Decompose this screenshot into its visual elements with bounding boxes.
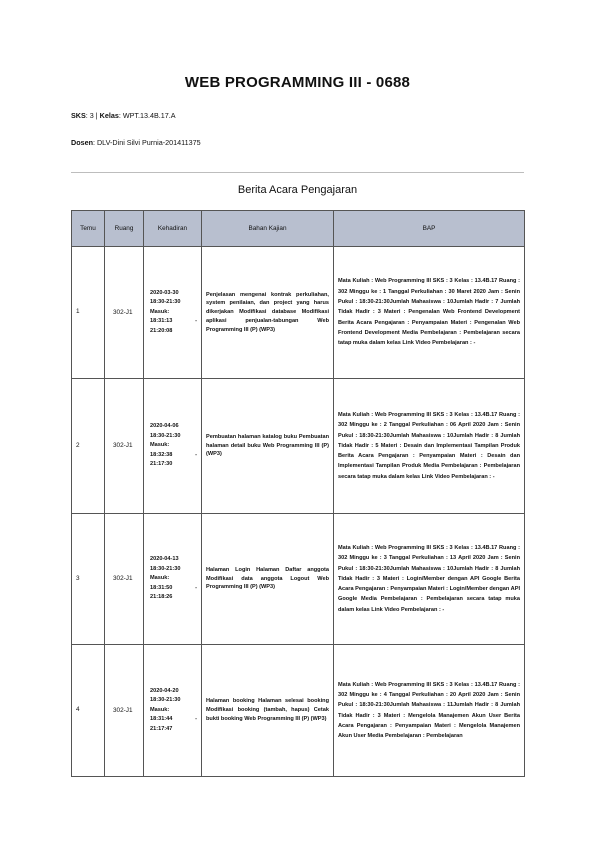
- table-row: [72, 247, 525, 379]
- table-row: [72, 379, 525, 514]
- kehadiran-masuk: Masuk:: [150, 308, 170, 315]
- cell-bap: Mata Kuliah : Web Programming III SKS : 3 Kelas : 13.4B.17 Ruang : 302 Minggu ke : 3 Tanggal Perkuliahan : 13 April 2020 Jam : Senin Pukul : 18:30-21:30Jumlah Mahasiswa : 10Jumlah Hadir : 8 Jumlah Tidak Hadir : 3 Materi : Login/Member dengan API Google Berita Acara Pengajaran : Penyampaian Materi : Login/Member dengan API Google Media Pembelajaran : Pembelajaran secara tatap muka dalam kelas Link Video Pembelajaran : -: [334, 514, 525, 645]
- cell-kehadiran: [144, 247, 202, 379]
- kehadiran-time: 18:30-21:30: [150, 697, 181, 704]
- kehadiran-date: 2020-04-20: [150, 687, 179, 694]
- cell-temu: 3: [72, 514, 105, 645]
- kehadiran-time: 18:30-21:30: [150, 432, 181, 439]
- kehadiran-date: 2020-03-30: [150, 289, 179, 296]
- kehadiran-masuk: Masuk:: [150, 706, 170, 713]
- cell-temu: 4: [72, 645, 105, 777]
- sks-value: : 3 |: [85, 111, 100, 120]
- teaching-report-table: [71, 210, 525, 777]
- kehadiran-in: 18:32:38: [150, 451, 173, 458]
- kehadiran-in: 18:31:44: [150, 716, 173, 723]
- kehadiran-date: 2020-04-13: [150, 556, 179, 563]
- cell-ruang: 302-J1: [105, 379, 144, 514]
- cell-bap: Mata Kuliah : Web Programming III SKS : 3 Kelas : 13.4B.17 Ruang : 302 Minggu ke : 2 Tanggal Perkuliahan : 06 April 2020 Jam : Senin Pukul : 18:30-21:30Jumlah Mahasiswa : 10Jumlah Hadir : 8 Jumlah Tidak Hadir : 5 Materi : Desain dan Implementasi Tampilan Produk Berita Acara Pengajaran : Penyampaian Materi : Desain dan Implementasi Tampilan Produk Media Pembelajaran : Pembelajaran secara tatap muka dalam kelas Link Video Pembelajaran : -: [334, 379, 525, 514]
- cell-bap: Mata Kuliah : Web Programming III SKS : 3 Kelas : 13.4B.17 Ruang : 302 Minggu ke : 1 Tanggal Perkuliahan : 30 Maret 2020 Jam : Senin Pukul : 18:30-21:30Jumlah Mahasiswa : 10Jumlah Hadir : 7 Jumlah Tidak Hadir : 3 Materi : Pengenalan Web Frontend Development Berita Acara Pengajaran : Penyampaian Materi : Pengenalan Web Frontend Development Media Pembelajaran : Pembelajaran secara tatap muka dalam kelas Link Video Pembelajaran : -: [334, 247, 525, 379]
- kehadiran-masuk: Masuk:: [150, 575, 170, 582]
- cell-kehadiran: [144, 645, 202, 777]
- dosen-label: Dosen: [71, 138, 93, 147]
- dosen-value: : DLV-Dini Silvi Purnia-201411375: [92, 138, 201, 147]
- cell-kehadiran: [144, 514, 202, 645]
- kehadiran-dash: -: [195, 584, 197, 591]
- header-bap: BAP: [334, 211, 525, 247]
- cell-temu: 2: [72, 379, 105, 514]
- cell-ruang: 302-J1: [105, 514, 144, 645]
- cell-bahan-kajian: Pembuatan halaman katalog buku Pembuatan halaman detail buku Web Programming III (P) (WP3): [202, 379, 334, 514]
- cell-bap: Mata Kuliah : Web Programming III SKS : 3 Kelas : 13.4B.17 Ruang : 302 Minggu ke : 4 Tanggal Perkuliahan : 20 April 2020 Jam : Senin Pukul : 18:30-21:30Jumlah Mahasiswa : 11Jumlah Hadir : 8 Jumlah Tidak Hadir : 3 Materi : Mengelola Manajemen Akun User Berita Acara Pengajaran : Penyampaian Materi : Mengelola Manajemen Akun User Media Pembelajaran : Pembelajaran: [334, 645, 525, 777]
- cell-ruang: 302-J1: [105, 645, 144, 777]
- cell-kehadiran: [144, 379, 202, 514]
- kehadiran-in: 18:31:13: [150, 318, 173, 325]
- header-bahan-kajian: Bahan Kajian: [202, 211, 334, 247]
- kehadiran-out: 21:17:47: [150, 725, 173, 732]
- kehadiran-dash: -: [195, 451, 197, 458]
- course-title: WEB PROGRAMMING III - 0688: [184, 74, 411, 91]
- kehadiran-dash: -: [195, 716, 197, 723]
- kehadiran-time: 18:30-21:30: [150, 565, 181, 572]
- cell-bahan-kajian: Penjelasan mengenai kontrak perkuliahan, system penilaian, dan project yang harus dikerjakan Modifikasi database Modifikasi aplikasi penjualan-tabungan Web Programming III (P) (WP3): [202, 247, 334, 379]
- kehadiran-date: 2020-04-06: [150, 423, 179, 430]
- lecturer-line: [71, 138, 201, 147]
- kehadiran-out: 21:17:30: [150, 461, 173, 468]
- cell-bahan-kajian: Halaman booking Halaman selesai booking Modifikasi booking (tambah, hapus) Cetak bukti booking Web Programming III (P) (WP3): [202, 645, 334, 777]
- table-header-row: [72, 211, 525, 247]
- kehadiran-masuk: Masuk:: [150, 442, 170, 449]
- cell-ruang: 302-J1: [105, 247, 144, 379]
- divider: [71, 172, 524, 173]
- cell-bahan-kajian: Halaman Login Halaman Daftar anggota Modifikasi data anggota Logout Web Programming III (P) (WP3): [202, 514, 334, 645]
- kelas-label: Kelas: [99, 111, 119, 120]
- kehadiran-dash: -: [195, 318, 197, 325]
- table-row: [72, 645, 525, 777]
- kehadiran-in: 18:31:50: [150, 584, 173, 591]
- cell-temu: 1: [72, 247, 105, 379]
- kehadiran-out: 21:18:26: [150, 594, 173, 601]
- course-meta-line: [71, 111, 176, 120]
- header-temu: Temu: [72, 211, 105, 247]
- sks-label: SKS: [71, 111, 86, 120]
- header-kehadiran: Kehadiran: [144, 211, 202, 247]
- section-title: Berita Acara Pengajaran: [237, 184, 358, 196]
- kehadiran-out: 21:20:08: [150, 327, 173, 334]
- header-ruang: Ruang: [105, 211, 144, 247]
- kehadiran-time: 18:30-21:30: [150, 299, 181, 306]
- table-row: [72, 514, 525, 645]
- kelas-value: : WPT.13.4B.17.A: [118, 111, 176, 120]
